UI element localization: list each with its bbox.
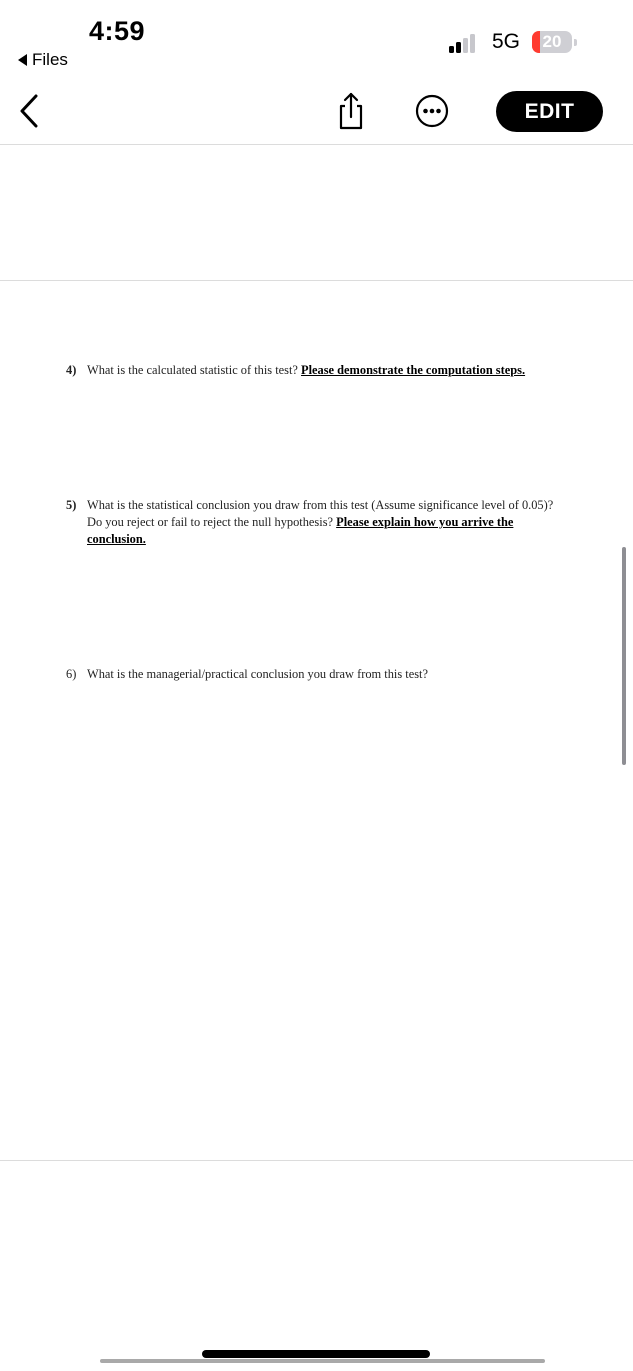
page-break-bottom [0, 1160, 633, 1161]
status-time: 4:59 [89, 16, 146, 46]
chevron-left-icon[interactable] [14, 92, 48, 130]
question-emphasis: Please explain how you arrive the conclusion. [87, 515, 514, 546]
question-5 [66, 497, 562, 548]
toolbar-divider [0, 144, 633, 145]
back-to-files-link[interactable] [18, 50, 68, 70]
home-indicator[interactable] [202, 1350, 430, 1358]
scroll-indicator[interactable] [622, 547, 626, 765]
back-triangle-icon [18, 54, 27, 66]
question-number: 4) [66, 363, 77, 377]
network-type: 5G [492, 30, 521, 53]
question-emphasis: Please demonstrate the computation steps. [301, 363, 526, 377]
back-to-files-label: Files [32, 50, 68, 69]
battery-icon [532, 31, 572, 53]
more-icon[interactable] [415, 94, 449, 128]
question-6 [66, 666, 566, 683]
page-scrubber[interactable] [100, 1359, 545, 1363]
cellular-signal-icon [449, 33, 475, 53]
share-icon[interactable] [334, 91, 368, 131]
question-text: What is the managerial/practical conclusion you draw from this test? [87, 667, 428, 681]
battery-nub [574, 39, 577, 46]
question-number: 5) [66, 498, 77, 512]
page-break-top [0, 280, 633, 281]
question-text: What is the calculated statistic of this test? [87, 363, 298, 377]
edit-button[interactable]: EDIT [496, 91, 603, 132]
question-number: 6) [66, 667, 77, 681]
battery-level: 20 [542, 32, 562, 51]
question-4 [66, 362, 566, 379]
question-text: What is the statistical conclusion you draw from this test (Assume significance level of 0.05)? Do you reject or fail to reject the null hypothesis? [87, 498, 554, 529]
